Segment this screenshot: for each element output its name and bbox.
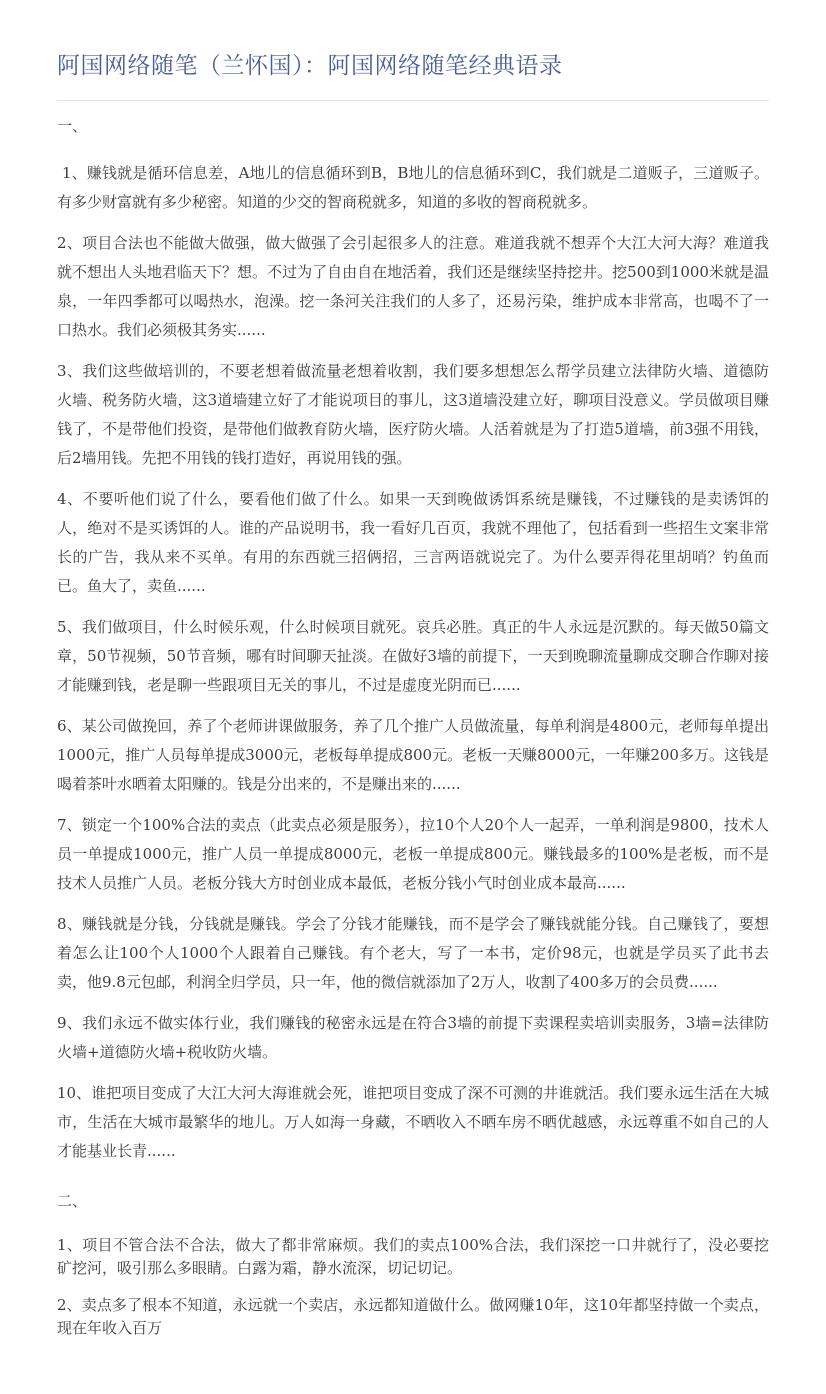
paragraph: 2、卖点多了根本不知道，永远就一个卖店，永远都知道做什么。做网赚10年，这10年都坚持做一个卖点，现在年收入百万 xyxy=(57,1296,769,1337)
paragraph: 9、我们永远不做实体行业，我们赚钱的秘密永远是在符合3墙的前提下卖课程卖培训卖服务，3墙=法律防火墙+道德防火墙+税收防火墙。 xyxy=(57,1014,769,1061)
page-title: 阿国网络随笔（兰怀国）：阿国网络随笔经典语录 xyxy=(57,53,563,79)
paragraph: 4、不要听他们说了什么，要看他们做了什么。如果一天到晚做诱饵系统是赚钱，不过赚钱的是卖诱饵的人，绝对不是买诱饵的人。谁的产品说明书，我一看好几百页，我就不理他了，包括看到一些招生文案非常长的广告，我从来不买单。有用的东西就三招俩招，三言两语就说完了。为什么要弄得花里胡哨？钓鱼而已。鱼大了，卖鱼...... xyxy=(57,490,769,595)
section-marker: 一、 xyxy=(57,117,88,135)
paragraph: 1、项目不管合法不合法，做大了都非常麻烦。我们的卖点100%合法，我们深挖一口井就行了，没必要挖矿挖河，吸引那么多眼睛。白露为霜，静水流深，切记切记。 xyxy=(57,1236,769,1277)
section-marker: 二、 xyxy=(57,1192,88,1210)
section xyxy=(57,1190,769,1340)
section xyxy=(57,115,769,1166)
paragraph: 6、某公司做挽回，养了个老师讲课做服务，养了几个推广人员做流量，每单利润是4800元，老师每单提出1000元，推广人员每单提成3000元，老板每单提成800元。老板一天赚8000元，一年赚200多万。这钱是喝着茶叶水晒着太阳赚的。钱是分出来的，不是赚出来的...... xyxy=(57,717,769,793)
document-body xyxy=(57,115,769,1340)
title-divider xyxy=(57,100,769,101)
paragraph: 5、我们做项目，什么时候乐观，什么时候项目就死。哀兵必胜。真正的牛人永远是沉默的。每天做50篇文章，50节视频，50节音频，哪有时间聊天扯淡。在做好3墙的前提下，一天到晚聊流量聊成交聊合作聊对接才能赚到钱，老是聊一些跟项目无关的事儿，不过是虚度光阴而已...... xyxy=(57,618,769,694)
paragraph: 1、赚钱就是循环信息差，A地儿的信息循环到B，B地儿的信息循环到C，我们就是二道贩子，三道贩子。有多少财富就有多少秘密。知道的少交的智商税就多，知道的多收的智商税就多。 xyxy=(57,164,769,211)
paragraph: 7、锁定一个100%合法的卖点（此卖点必须是服务），拉10个人20个人一起弄，一单利润是9800，技术人员一单提成1000元，推广人员一单提成8000元，老板一单提成800元。赚钱最多的100%是老板，而不是技术人员推广人员。老板分钱大方时创业成本最低，老板分钱小气时创业成本最高...... xyxy=(57,816,769,892)
paragraph: 8、赚钱就是分钱，分钱就是赚钱。学会了分钱才能赚钱，而不是学会了赚钱就能分钱。自己赚钱了，要想着怎么让100个人1000个人跟着自己赚钱。有个老大，写了一本书，定价98元，也就是学员买了此书去卖，他9.8元包邮，利润全归学员，只一年，他的微信就添加了2万人，收割了400多万的会员费...... xyxy=(57,915,769,991)
paragraph: 3、我们这些做培训的，不要老想着做流量老想着收割，我们要多想想怎么帮学员建立法律防火墙、道德防火墙、税务防火墙，这3道墙建立好了才能说项目的事儿，这3道墙没建立好，聊项目没意义。学员做项目赚钱了，不是带他们投资，是带他们做教育防火墙，医疗防火墙。人活着就是为了打造5道墙，前3强不用钱，后2墙用钱。先把不用钱的钱打造好，再说用钱的强。 xyxy=(57,362,769,467)
paragraph: 2、项目合法也不能做大做强，做大做强了会引起很多人的注意。难道我就不想弄个大江大河大海？难道我就不想出人头地君临天下？想。不过为了自由自在地活着，我们还是继续坚持挖井。挖500到1000米就是温泉，一年四季都可以喝热水，泡澡。挖一条河关注我们的人多了，还易污染，维护成本非常高，也喝不了一口热水。我们必须极其务实...... xyxy=(57,234,769,339)
paragraph: 10、谁把项目变成了大江大河大海谁就会死，谁把项目变成了深不可测的井谁就活。我们要永远生活在大城市，生活在大城市最繁华的地儿。万人如海一身藏，不晒收入不晒车房不晒优越感，永远尊重不如自己的人才能基业长青...... xyxy=(57,1084,769,1160)
